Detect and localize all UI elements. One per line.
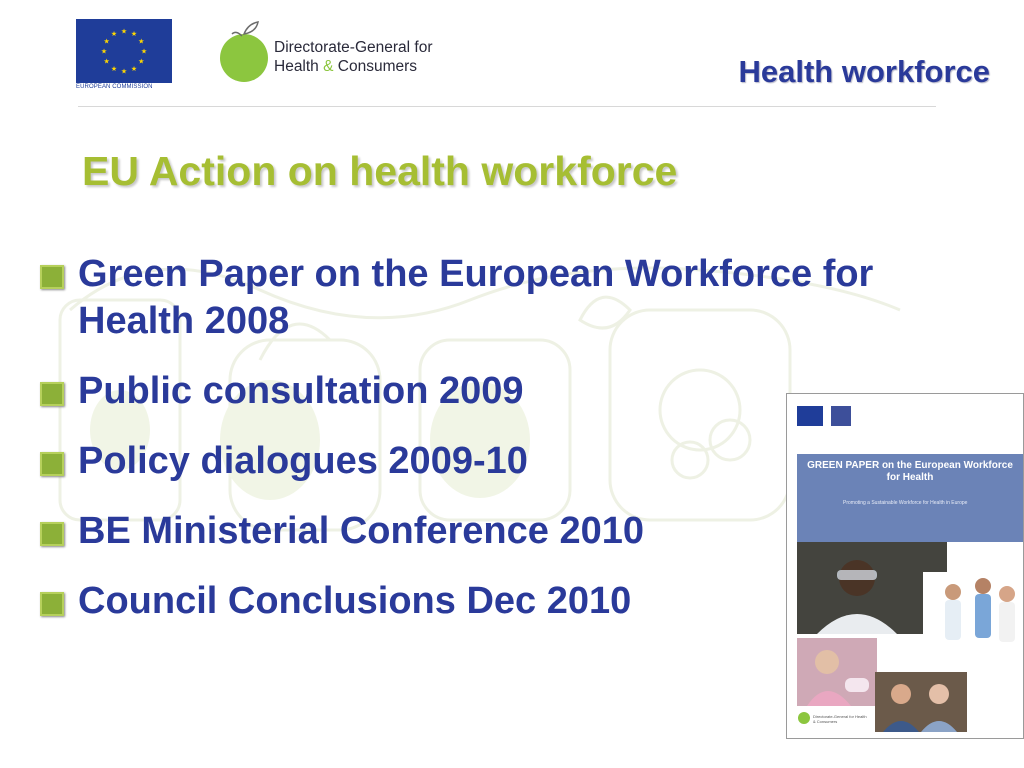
cover-photo-nurse (797, 638, 877, 706)
bullet-item (40, 251, 998, 345)
eu-star-icon: ★ (103, 58, 110, 66)
apple-icon (218, 20, 274, 84)
eu-star-icon: ★ (130, 65, 138, 73)
bullet-square-icon (40, 522, 64, 546)
eu-star-icon: ★ (110, 65, 118, 73)
eu-star-icon: ★ (120, 68, 128, 76)
bullet-square-icon (40, 265, 64, 289)
cover-photo-medical-staff (923, 572, 1024, 658)
european-commission-logo (76, 19, 172, 95)
header-divider (78, 106, 936, 107)
eu-flag-icon (76, 19, 172, 83)
cover-subtitle: Promoting a Sustainable Workforce for Health in Europe (843, 500, 968, 506)
dg-logo-ampersand: & (323, 58, 334, 75)
cover-footer-text: Directorate-General for Health & Consumers (813, 714, 867, 724)
cover-photo-patient (875, 672, 967, 732)
eu-star-icon: ★ (120, 28, 128, 36)
cover-dg-icon (831, 406, 851, 426)
eu-star-icon: ★ (138, 38, 145, 46)
bullet-text: Council Conclusions Dec 2010 (78, 580, 632, 622)
dg-logo-consumers: Consumers (337, 58, 418, 75)
eu-star-icon: ★ (138, 58, 145, 66)
eu-star-icon: ★ (140, 48, 148, 56)
green-paper-cover-image (786, 393, 1024, 739)
eu-star-icon: ★ (110, 31, 118, 39)
slide-title: EU Action on health workforce (82, 148, 678, 194)
cover-footer-logo (797, 710, 867, 730)
bullet-square-icon (40, 452, 64, 476)
cover-title: GREEN PAPER on the European Workforce for Health (807, 460, 1013, 483)
eu-star-icon: ★ (100, 48, 108, 56)
dg-health-consumers-logo (218, 20, 458, 84)
bullet-text: Policy dialogues 2009-10 (78, 440, 528, 482)
header-title: Health workforce (738, 54, 990, 89)
cover-eu-flag-icon (797, 406, 823, 426)
bullet-text: Green Paper on the European Workforce for Health 2008 (78, 253, 874, 342)
eu-logo-caption: EUROPEAN COMMISSION (76, 84, 153, 90)
bullet-square-icon (40, 382, 64, 406)
bullet-square-icon (40, 592, 64, 616)
bullet-text: BE Ministerial Conference 2010 (78, 510, 644, 552)
dg-logo-health: Health (274, 58, 319, 75)
dg-logo-line2 (274, 58, 417, 76)
dg-logo-line1: Directorate-General for (274, 39, 433, 56)
eu-star-icon: ★ (130, 31, 138, 39)
cover-apple-icon (797, 710, 811, 724)
bullet-text: Public consultation 2009 (78, 370, 524, 412)
eu-star-icon: ★ (103, 38, 110, 46)
